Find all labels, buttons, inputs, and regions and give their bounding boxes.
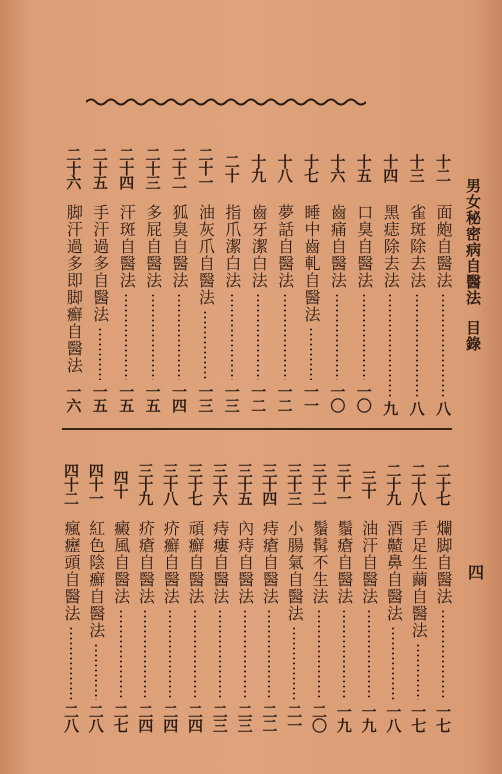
entry-number: 十九 [249,154,268,182]
entry-page: 二七 [111,704,130,732]
entry-title: 手足生繭自醫法 [409,520,429,639]
entry-title: 癜風自醫法 [111,520,131,605]
leader-dots [231,293,233,380]
entry-page: 一三 [196,384,215,412]
entry-page: 一九 [334,704,353,732]
toc-entry [184,458,206,738]
leader-dots [178,293,180,380]
entry-page: 二三 [235,704,254,732]
entry-title: 睡中齒軋自醫法 [302,204,321,323]
entry-page: 二二 [260,704,279,732]
entry-title: 指爪潔白法 [222,204,242,289]
toc-entry [247,142,269,418]
entry-page: 二四 [136,704,155,732]
entry-page: 二〇 [310,704,328,732]
entry-number: 二十九 [384,463,403,505]
toc-entry [382,458,404,738]
entry-number: 三十四 [260,463,279,505]
toc-entry [85,458,107,738]
entry-page: 二一 [285,704,304,732]
entry-page: 二八 [62,704,80,732]
toc-entry [300,142,322,418]
entry-page: 一六 [64,384,83,412]
toc-entry [432,142,454,418]
entry-title: 疥癬自醫法 [161,520,181,605]
entry-page: 八 [407,401,426,415]
entry-page: 一三 [222,384,241,412]
leader-dots [244,609,246,700]
entry-title: 爛脚自醫法 [434,520,453,605]
toc-entry [274,142,296,418]
toc-entry [379,142,401,418]
entry-number: 十七 [302,154,320,182]
leader-dots [268,609,270,700]
entry-number: 三十五 [235,463,254,505]
leader-dots [99,327,101,380]
leader-dots [442,293,444,397]
leader-dots [293,626,295,700]
leader-dots [70,626,72,700]
toc-entry [283,458,305,738]
toc-entry [168,142,190,418]
entry-number: 二十三 [143,147,162,189]
toc-entry [333,458,355,738]
toc-entry [221,142,243,418]
entry-title: 油灰爪自醫法 [196,204,216,306]
leader-dots [152,293,154,380]
entry-number: 二十六 [64,147,83,189]
entry-number: 三十一 [334,463,353,505]
toc-entry [258,458,280,738]
entry-number: 二十八 [409,463,428,505]
section-label: 目錄 [464,320,482,352]
leader-dots [125,293,127,380]
entry-number: 四十 [111,470,130,498]
toc-entry [110,458,132,738]
entry-number: 四十一 [86,463,105,505]
leader-dots [169,609,171,700]
entry-title: 脚汗過多即脚癬自醫法 [64,204,84,374]
toc-entry [194,142,216,418]
entry-number: 三十七 [186,463,204,505]
toc-entry [115,142,137,418]
entry-number: 三十八 [161,463,180,505]
toc-entry [407,458,429,738]
toc-entry [134,458,156,738]
entry-number: 三十九 [136,463,155,505]
entry-number: 三十三 [285,463,304,505]
entry-title: 口臭自醫法 [354,204,374,289]
entry-page: 一九 [359,704,378,732]
entry-number: 三十 [359,470,378,498]
leader-dots [318,609,320,700]
entry-number: 二十四 [117,147,136,189]
entry-title: 雀斑除去法 [407,204,427,289]
book-title: 男女秘密病自醫法 [464,178,482,306]
leader-dots [219,609,221,700]
entry-page: 二八 [86,704,105,732]
entry-title: 痔瘻自醫法 [210,520,230,605]
entry-title: 瘋癧頭自醫法 [62,520,81,622]
toc-entry [358,458,380,738]
leader-dots [363,293,365,380]
leader-dots [120,609,122,700]
entry-title: 紅色陰癬自醫法 [86,520,106,639]
entry-title: 油汗自醫法 [359,520,379,605]
entry-number: 三十二 [310,463,328,505]
entry-title: 狐臭自醫法 [170,204,189,289]
entry-title: 夢話自醫法 [275,204,295,289]
leader-dots [144,609,146,700]
toc-entry [142,142,164,418]
entry-number: 三十六 [210,463,229,505]
running-header [464,178,482,352]
toc-entry [89,142,111,418]
entry-title: 痔瘡自醫法 [260,520,280,605]
entry-page: 一五 [143,384,162,412]
entry-number: 二十五 [90,147,109,189]
entry-page: 一二 [275,384,294,412]
entry-title: 內痔自醫法 [235,520,255,605]
entry-number: 二十七 [434,463,452,505]
page-number: 四 [467,563,484,582]
entry-page: 九 [381,401,400,415]
entry-number: 十二 [434,154,452,182]
entry-title: 汗斑自醫法 [117,204,137,289]
entry-title: 齒牙潔白法 [249,204,269,289]
leader-dots [284,293,286,380]
entry-number: 十六 [328,154,347,182]
entry-page: 一七 [409,704,428,732]
entry-title: 黑痣除去法 [381,204,401,289]
entry-page: 一七 [434,704,452,732]
entry-page: 二四 [161,704,180,732]
leader-dots [336,293,338,380]
leader-dots [417,643,419,700]
entry-page: 二三 [210,704,229,732]
entry-number: 四十二 [62,463,80,505]
leader-dots [95,643,97,700]
entry-number: 二十二 [170,147,188,189]
entry-title: 鬚髯不生法 [310,520,329,605]
toc-entry [62,142,84,418]
entry-number: 十八 [275,154,294,182]
entry-title: 面皰自醫法 [434,204,453,289]
entry-title: 疥瘡自醫法 [136,520,156,605]
toc-entry [308,458,330,738]
entry-title: 鬚瘡自醫法 [334,520,354,605]
leader-dots [310,327,312,380]
entry-page: 八 [434,401,452,415]
entry-number: 十三 [407,154,426,182]
entry-page: 一〇 [354,384,373,412]
leader-dots [389,293,391,397]
leader-dots [392,626,394,700]
entry-page: 一四 [170,384,188,412]
leader-dots [257,293,259,380]
toc-entry [234,458,256,738]
entry-number: 二十一 [196,147,215,189]
entry-number: 十四 [381,154,400,182]
entry-title: 齒痛自醫法 [328,204,348,289]
entry-page: 一〇 [328,384,347,412]
leader-dots [368,609,370,700]
leader-dots [194,609,196,700]
toc-entry [159,458,181,738]
entry-page: 二四 [186,704,204,732]
section-divider [62,428,452,430]
entry-page: 一八 [384,704,403,732]
entry-page: 一五 [117,384,136,412]
entry-title: 頑癬自醫法 [186,520,205,605]
entry-title: 多屁自醫法 [143,204,163,289]
entry-title: 手汗過多自醫法 [90,204,110,323]
entry-page: 一二 [249,384,268,412]
entry-number: 十五 [354,154,373,182]
leader-dots [343,609,345,700]
entry-page: 一五 [90,384,109,412]
toc-entry [209,458,231,738]
toc-entry [60,458,82,738]
toc-entry [406,142,428,418]
entry-title: 小腸氣自醫法 [285,520,305,622]
toc-entry [432,458,454,738]
leader-dots [416,293,418,397]
entry-number: 二十 [222,154,241,182]
leader-dots [204,310,206,380]
entry-page: 一一 [302,384,320,412]
toc-entry [326,142,348,418]
wavy-ornament [86,96,366,108]
toc-entry [353,142,375,418]
entry-title: 酒齄鼻自醫法 [384,520,404,622]
leader-dots [442,609,444,700]
